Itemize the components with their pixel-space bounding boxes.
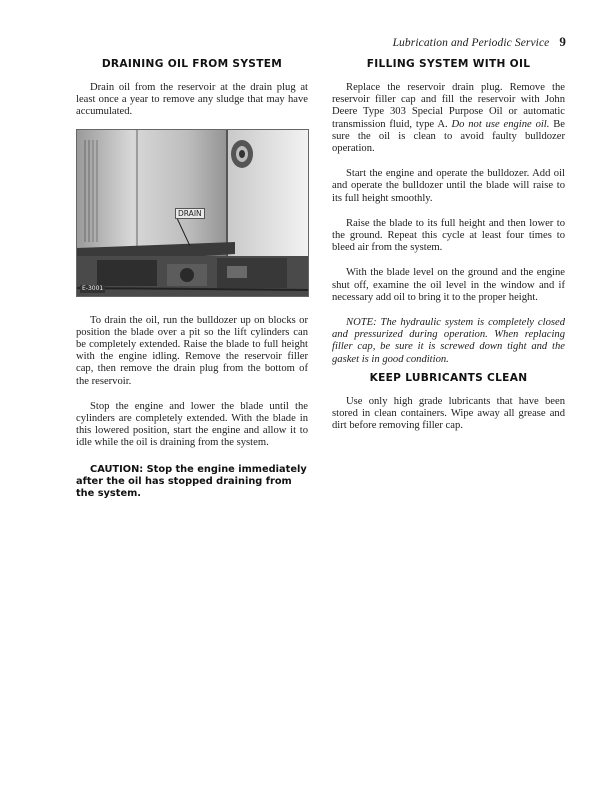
- running-head: [393, 34, 566, 50]
- right-column: [332, 58, 565, 432]
- fill-reservoir-text-b: Be sure the oil is clean to avoid faulty bulldozer operation.: [332, 118, 565, 155]
- paragraph-drain-intro: Drain oil from the reservoir at the drain plug at least once a year to remove any sludge that may have accumulated.: [76, 82, 308, 118]
- reservoir-photo: [76, 129, 309, 297]
- running-title: Lubrication and Periodic Service: [392, 37, 550, 49]
- paragraph-check-level: With the blade level on the ground and the engine shut off, examine the oil level in the window and if necessary add oil to bring it to the proper height.: [332, 267, 565, 303]
- photo-number: E-3001: [82, 284, 104, 292]
- paragraph-start-engine: Start the engine and operate the bulldozer. Add oil and operate the bulldozer until the blade will raise to its full height smoothly.: [332, 168, 565, 204]
- left-column: [76, 58, 308, 500]
- heading-keep-lubricants-clean: KEEP LUBRICANTS CLEAN: [369, 371, 528, 384]
- paragraph-clean-lubricants: Use only high grade lubricants that have been stored in clean containers. Wipe away all grease and dirt before removing filler cap.: [332, 395, 565, 432]
- paragraph-stop-engine: Stop the engine and lower the blade until the cylinders are completely extended. With the blade in this lowered position, start the engine and allow it to idle while the oil is draining from the system.: [76, 400, 308, 449]
- heading-draining-oil: DRAINING OIL FROM SYSTEM: [101, 58, 283, 70]
- heading-filling-system: FILLING SYSTEM WITH OIL: [366, 58, 531, 70]
- page-number: 9: [559, 34, 566, 49]
- paragraph-bleed-air: Raise the blade to its full height and then lower to the ground. Repeat this cycle at least four times to bleed air from the system.: [332, 217, 565, 254]
- caution-note: CAUTION: Stop the engine immediately after the oil has stopped draining from the system.: [76, 463, 307, 499]
- drain-callout-label: DRAIN: [175, 208, 205, 219]
- fill-reservoir-warning: Do not use engine oil.: [451, 118, 550, 130]
- paragraph-note: NOTE: The hydraulic system is completely closed and pressurized during operation. When replacing filler cap, be sure it is screwed down tight and the gasket is in good condition.: [332, 317, 565, 365]
- fill-reservoir-text-a: Replace the reservoir drain plug. Remove the reservoir filler cap and fill the reservoir with John Deere Type 303 Special Purpose Oil or automatic transmission fluid, type A.: [332, 82, 565, 130]
- paragraph-drain-procedure: To drain the oil, run the bulldozer up on blocks or position the blade over a pit so the lift cylinders can be completely extended. Raise the blade to full height with the engine idling. Remove the reservoir filler cap, then remove the drain plug from the bottom of the reservoir.: [76, 314, 308, 387]
- paragraph-fill-reservoir: [332, 82, 565, 155]
